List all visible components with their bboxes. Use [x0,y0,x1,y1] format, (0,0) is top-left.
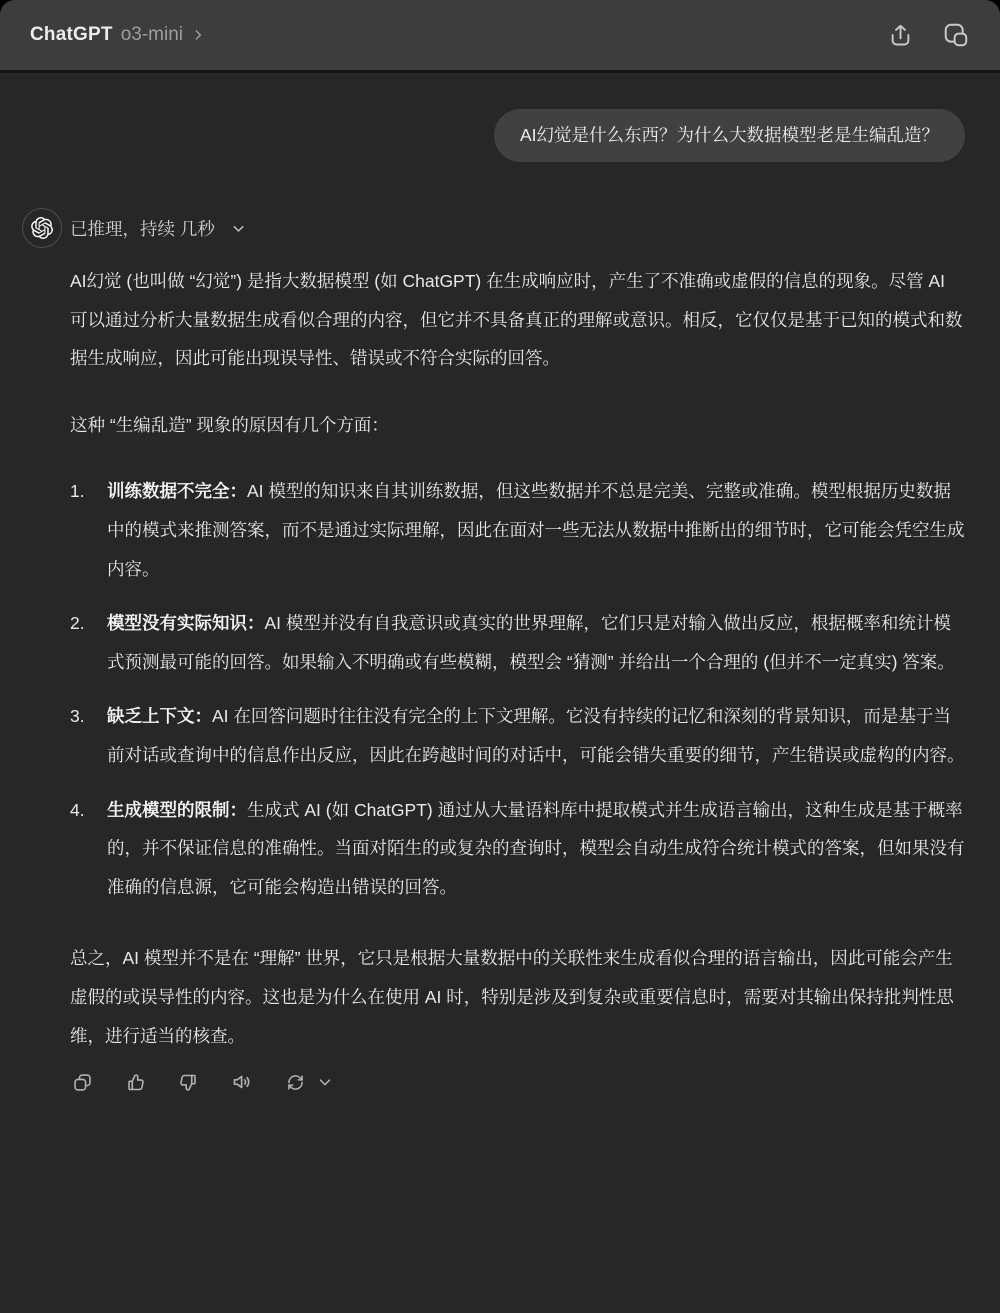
chevron-right-icon [191,28,205,42]
reasoning-status[interactable]: 已推理，持续 几秒 [70,218,215,239]
model-name: o3-mini [120,24,183,45]
assistant-message-body [70,262,965,1055]
user-message-bubble: AI幻觉是什么东西？为什么大数据模型老是生编乱造？ [494,109,965,162]
list-text: 生成式 AI (如 ChatGPT) 通过从大量语料库中提取模式并生成语言输出，这种生成是基于概率的，并不保证信息的准确性。当面对陌生的或复杂的查询时，模型会自动生成符合统计模式的答案，但如果没有准确的信息源，它可能会构造出错误的回答。 [107,799,965,897]
share-upload-icon [887,22,914,49]
list-item [70,604,965,681]
list-number: 3. [70,706,85,727]
list-term: 缺乏上下文： [107,706,212,727]
copy-button[interactable] [72,1072,93,1093]
openai-logo-icon [22,208,62,248]
list-number: 4. [70,799,85,820]
copy-icon [72,1072,93,1093]
assistant-message-header [70,208,965,248]
thumbs-down-icon [178,1072,199,1093]
paragraph: 这种 “生编乱造” 现象的原因有几个方面： [70,414,389,435]
numbered-list [70,472,965,906]
overlapping-windows-icon [942,21,970,49]
list-term: 模型没有实际知识： [107,613,265,634]
bad-response-button[interactable] [178,1072,199,1093]
titlebar-actions [887,21,970,49]
share-button[interactable] [887,22,914,49]
user-message-row [70,109,965,162]
regenerate-button[interactable] [285,1072,306,1093]
list-text: AI 在回答问题时往往没有完全的上下文理解。它没有持续的记忆和深刻的背景知识，而是基于当前对话或查询中的信息作出反应，因此在跨越时间的对话中，可能会错失重要的细节，产生错误或虚构的内容。 [107,706,965,765]
app-title: ChatGPT [30,24,113,45]
list-text: AI 模型并没有自我意识或真实的世界理解，它们只是对输入做出反应，根据概率和统计模式预测最可能的回答。如果输入不明确或有些模糊，模型会 “猜测” 并给出一个合理的 (但并不一定真实) 答案。 [107,613,955,672]
list-text: AI 模型的知识来自其训练数据，但这些数据并不总是完美、完整或准确。模型根据历史数据中的模式来推测答案，而不是通过实际理解，因此在面对一些无法从数据中推断出的细节时，它可能会凭空生成内容。 [107,481,965,579]
more-actions-button[interactable] [316,1073,334,1091]
list-number: 2. [70,613,85,634]
regenerate-icon [285,1072,306,1093]
model-switcher[interactable] [30,24,205,46]
companion-window-button[interactable] [942,21,970,49]
list-term: 训练数据不完全： [107,481,247,502]
good-response-button[interactable] [125,1072,146,1093]
paragraph: AI幻觉 (也叫做 “幻觉”) 是指大数据模型 (如 ChatGPT) 在生成响应时，产生了不准确或虚假的信息的现象。尽管 AI 可以通过分析大量数据生成看似合理的内容，但它并不具备真正的理解或意识。相反，它仅仅是基于已知的模式和数据生成响应，因此可能出现误导性、错误或不符合实际的回答。 [70,271,963,369]
chat-area [0,73,1000,1093]
paragraph: 总之，AI 模型并不是在 “理解” 世界，它只是根据大量数据中的关联性来生成看似合理的语言输出，因此可能会产生虚假的或误导性的内容。这也是为什么在使用 AI 时，特别是涉及到复杂或重要信息时，需要对其输出保持批判性思维，进行适当的核查。 [70,948,954,1046]
list-item [70,472,965,588]
read-aloud-button[interactable] [231,1071,253,1093]
chevron-down-icon[interactable] [230,220,247,237]
list-item [70,697,965,774]
title-bar [0,0,1000,73]
chevron-down-icon [316,1073,334,1091]
list-number: 1. [70,481,85,502]
speaker-icon [231,1071,253,1093]
list-term: 生成模型的限制： [107,799,247,820]
thumbs-up-icon [125,1072,146,1093]
message-action-bar [72,1055,965,1093]
list-item [70,791,965,907]
